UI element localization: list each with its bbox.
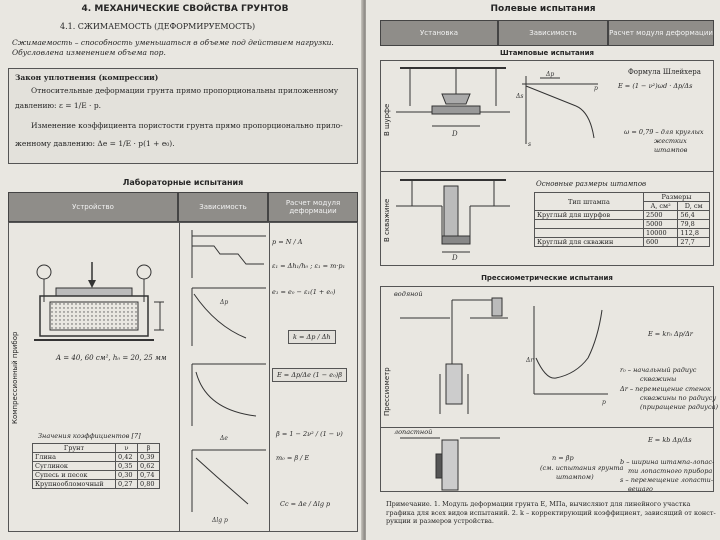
device-params: A = 40, 60 см², h₀ = 20, 25 мм — [56, 354, 167, 362]
s-note-1: s – перемещение лопасти- — [620, 476, 714, 484]
law-text-3: Изменение коэффициента пористости грунта прямо пропорционально прило- — [31, 121, 343, 130]
table-cell: 5000 — [643, 220, 677, 229]
coef-table — [32, 443, 160, 489]
table-cell — [535, 220, 644, 229]
table-cell: 0,35 — [116, 462, 138, 471]
table-row — [535, 220, 710, 229]
law-text-2: давлению: ε = 1/E · p. — [15, 101, 102, 110]
note-line-2: графика для всех видов испытаний. 2. k – корректирующий коэффициент, зависящий от конст- — [386, 508, 716, 517]
col-device-field: Установка — [380, 20, 498, 46]
note-line-1: Примечание. 1. Модуль деформации грунта E, МПа, вычисляют для линейного участка — [386, 500, 691, 508]
table-row — [535, 229, 710, 238]
table-cell: 600 — [643, 238, 677, 247]
press-graph — [526, 298, 612, 418]
table-cell: Суглинок — [33, 462, 116, 471]
col-dependence: Зависимость — [178, 192, 268, 222]
formula-c: Cc = Δe / Δlg p — [280, 500, 331, 508]
coef-head-cell: β — [138, 444, 160, 453]
table-cell: 2500 — [643, 211, 677, 220]
b-note-2: ти лопастного прибора — [628, 467, 713, 475]
table-row — [535, 211, 710, 220]
n-note-2: штампом) — [556, 473, 594, 481]
formula-e1: ε₁ = Δh₁/h₀ ; ε₁ = m·p₁ — [272, 262, 346, 270]
stamps-head-size: Размеры — [643, 193, 709, 202]
stamps-head-area: A, см² — [643, 202, 677, 211]
formula-n: n = βp — [552, 454, 574, 462]
table-row — [33, 471, 160, 480]
table-row — [33, 480, 160, 489]
law-text-4: женному давлению: Δe = 1/E · p(1 + e₀). — [15, 139, 175, 148]
table-row — [33, 453, 160, 462]
stamps-table — [534, 192, 710, 247]
table-cell: 27,7 — [678, 238, 710, 247]
formula-k: k = Δp / Δh — [288, 330, 336, 344]
field-title: Полевые испытания — [490, 4, 596, 14]
formula-E: E = Δp/Δe (1 − e₀)β — [272, 368, 347, 382]
formula-blade: E = kb Δp/Δs — [648, 436, 692, 444]
law-box — [8, 68, 358, 164]
coef-table-title: Значения коэффициентов [7] — [38, 432, 141, 440]
omega-note-2: жестких — [654, 137, 687, 145]
svg-text:D: D — [452, 254, 458, 262]
formula-p: p = N / A — [272, 238, 303, 246]
b-note-1: b – ширина штампа-лопас- — [620, 458, 715, 466]
stamp-title: Штамповые испытания — [500, 49, 594, 57]
graph-label-lg: Δlg p — [212, 517, 228, 524]
stamps-head-type: Тип штампа — [535, 193, 644, 211]
formula-e2: e₁ = e₀ − ε₁(1 + e₀) — [272, 288, 336, 296]
blade-pressiometer-drawing — [400, 434, 500, 494]
lab-title: Лабораторные испытания — [122, 178, 244, 187]
table-cell: 0,62 — [138, 462, 160, 471]
table-cell: Супесь и песок — [33, 471, 116, 480]
col-dependence-field: Зависимость — [498, 20, 608, 46]
side-label-press: Прессиометр — [383, 367, 391, 417]
table-row — [33, 462, 160, 471]
press-graph-p: p — [602, 399, 606, 406]
note-line-3: рукции и размеров устройства. — [386, 517, 494, 525]
press-hydraulic-label: водяной — [394, 290, 423, 298]
table-cell: 56,4 — [678, 211, 710, 220]
dependence-graphs — [186, 226, 270, 526]
pressiometer-drawing — [400, 294, 510, 424]
press-graph-dr: Δr — [526, 357, 534, 364]
table-cell: 0,74 — [138, 471, 160, 480]
table-cell: 0,27 — [116, 480, 138, 489]
press-title: Прессиометрические испытания — [481, 274, 613, 282]
r0-note-2: скважины — [640, 375, 677, 383]
omega-note-3: штампов — [654, 146, 688, 154]
definition-line-1: Сжимаемость – способность уменьшаться в объеме под действием нагрузки. — [12, 38, 334, 47]
table-cell: 0,80 — [138, 480, 160, 489]
pit-graph-s: s — [528, 141, 532, 148]
table-cell: 0,30 — [116, 471, 138, 480]
col-modulus-field: Расчет модуля деформации — [608, 20, 714, 46]
pit-graph — [516, 68, 601, 148]
r0-note-1: r₀ – начальный радиус — [620, 366, 697, 374]
formula-press: E = kr₀ Δp/Δr — [648, 330, 693, 338]
page-title: 4. МЕХАНИЧЕСКИЕ СВОЙСТВА ГРУНТОВ — [81, 4, 289, 14]
pit-graph-p: p — [594, 85, 598, 92]
pit-graph-ds: Δs — [516, 93, 524, 100]
table-cell — [535, 229, 644, 238]
table-cell: 79,8 — [678, 220, 710, 229]
pit-stamp-drawing — [396, 64, 511, 144]
coef-head-cell: ν — [116, 444, 138, 453]
svg-text:D: D — [452, 130, 458, 138]
graph-label-de: Δe — [220, 435, 228, 442]
formula-schleicher: E = (1 − ν²)ωd · Δp/Δs — [618, 82, 693, 90]
well-stamp-drawing — [396, 176, 511, 262]
table-cell: Крупнообломочный — [33, 480, 116, 489]
table-cell: Круглый для скважин — [535, 238, 644, 247]
compression-device-drawing — [30, 262, 170, 352]
table-cell: 0,42 — [116, 453, 138, 462]
omega-note-1: ω = 0,79 – для круглых — [624, 128, 704, 136]
press-screw-label: лопастной — [394, 428, 433, 436]
formula-beta: β = 1 − 2ν² / (1 − ν) — [276, 430, 343, 438]
stamps-head-diam: D, см — [678, 202, 710, 211]
law-title: Закон уплотнения (компрессии) — [15, 73, 159, 82]
schleicher-title: Формула Шлейхера — [628, 68, 701, 76]
pit-graph-dp: Δp — [546, 71, 555, 78]
col-modulus: Расчет модуля деформации — [268, 192, 358, 222]
table-cell: Круглый для шурфов — [535, 211, 644, 220]
table-cell: Глина — [33, 453, 116, 462]
dr-note-2: скважины по радиусу — [640, 394, 717, 402]
table-cell: 0,39 — [138, 453, 160, 462]
stamps-table-title: Основные размеры штампов — [536, 180, 647, 188]
section-subtitle: 4.1. СЖИМАЕМОСТЬ (ДЕФОРМИРУЕМОСТЬ) — [60, 22, 256, 31]
side-label-compression: Компрессионный прибор — [11, 331, 19, 425]
law-text-1: Относительные деформации грунта прямо пропорциональны приложенному — [31, 86, 339, 95]
dr-note-1: Δr – перемещение стенок — [620, 385, 711, 393]
table-cell: 10000 — [643, 229, 677, 238]
coef-head-cell: Грунт — [33, 444, 116, 453]
graph-label-dp: Δp — [220, 299, 229, 306]
side-label-pit: В шурфе — [383, 103, 391, 137]
side-label-well: В скважине — [383, 198, 391, 242]
note-block — [386, 500, 716, 526]
formula-m: m₀ = β / E — [276, 454, 310, 462]
table-row — [535, 238, 710, 247]
s-note-2: вешаго — [628, 485, 653, 493]
col-device: Устройство — [8, 192, 178, 222]
definition-line-2: Обусловлена изменением объема пор. — [12, 48, 166, 57]
table-cell: 112,8 — [678, 229, 710, 238]
n-note-1: (см. испытания грунта — [540, 464, 624, 472]
right-page — [366, 0, 720, 540]
dr-note-3: (приращение радиуса) — [640, 403, 719, 411]
